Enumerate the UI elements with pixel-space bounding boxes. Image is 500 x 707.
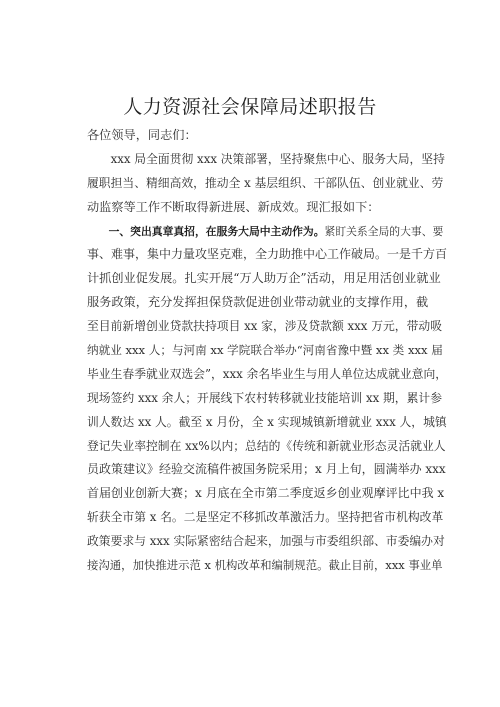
section1-first-line-text: 紧盯关系全局的大事、要 <box>324 224 444 238</box>
document-title: 人力资源社会保障局述职报告 <box>123 96 377 118</box>
intro-line: xxx 局全面贯彻 xxx 决策部署，坚持聚焦中心、服务大局，坚持 <box>110 151 445 166</box>
body-line: 政策要求与 xxx 实际紧密结合起来，加强与市委组织部、市委编办对 <box>87 534 445 549</box>
body-line: 计抓创业促发展。扎实开展“万人助万企”活动，用足用活创业就业 <box>87 271 441 286</box>
section1-first-line <box>87 220 447 244</box>
intro-line: 履职担当、精细高效，推动全 x 基层组织、干部队伍、创业就业、劳 <box>87 175 444 190</box>
body-line: 现场签约 xxx 余人；开展线下农村转移就业技能培训 xx 期，累计参 <box>87 390 442 405</box>
intro-line: 动监察等工作不断取得新进展、新成效。现汇报如下： <box>87 199 380 214</box>
body-line: 纳就业 xxx 人；与河南 xx 学院联合举办“河南省豫中暨 xx 类 xxx 届 <box>87 343 443 358</box>
section-heading: 一、突出真章真招，在服务大局中主动作为。 <box>108 224 325 238</box>
body-line: 毕业生春季就业双选会”，xxx 余名毕业生与用人单位达成就业意向， <box>87 366 448 381</box>
body-line: 接沟通，加快推进示范 x 机构改革和编制规范。截止目前，xxx 事业单 <box>87 558 443 573</box>
document-body <box>87 124 447 578</box>
body-line: 登记失业率控制在 xx%以内；总结的《传统和新就业形态灵活就业人 <box>87 438 446 453</box>
body-line: 首届创业创新大赛；x 月底在全市第二季度返乡创业观摩评比中我 x <box>87 486 445 501</box>
body-line: 训人数达 xx 人。截至 x 月份，全 x 实现城镇新增就业 xxx 人，城镇 <box>87 414 447 429</box>
body-line: 至目前新增创业贷款扶持项目 xx 家，涉及贷款额 xxx 万元，带动吸 <box>87 319 442 334</box>
body-line: 斩获全市第 x 名。二是坚定不移抓改革激活力。坚持把省市机构改革 <box>87 510 444 525</box>
body-line: 事、难事，集中力量攻坚克难，全力助推中心工作破局。一是千方百 <box>87 247 448 262</box>
body-line: 员政策建议》经验交流稿件被国务院采用；x 月上旬，圆满举办 xxx <box>87 462 446 477</box>
salutation: 各位领导，同志们： <box>87 128 197 142</box>
body-line: 服务政策，充分发挥担保贷款促进创业带动就业的支撑作用，截 <box>87 295 429 310</box>
